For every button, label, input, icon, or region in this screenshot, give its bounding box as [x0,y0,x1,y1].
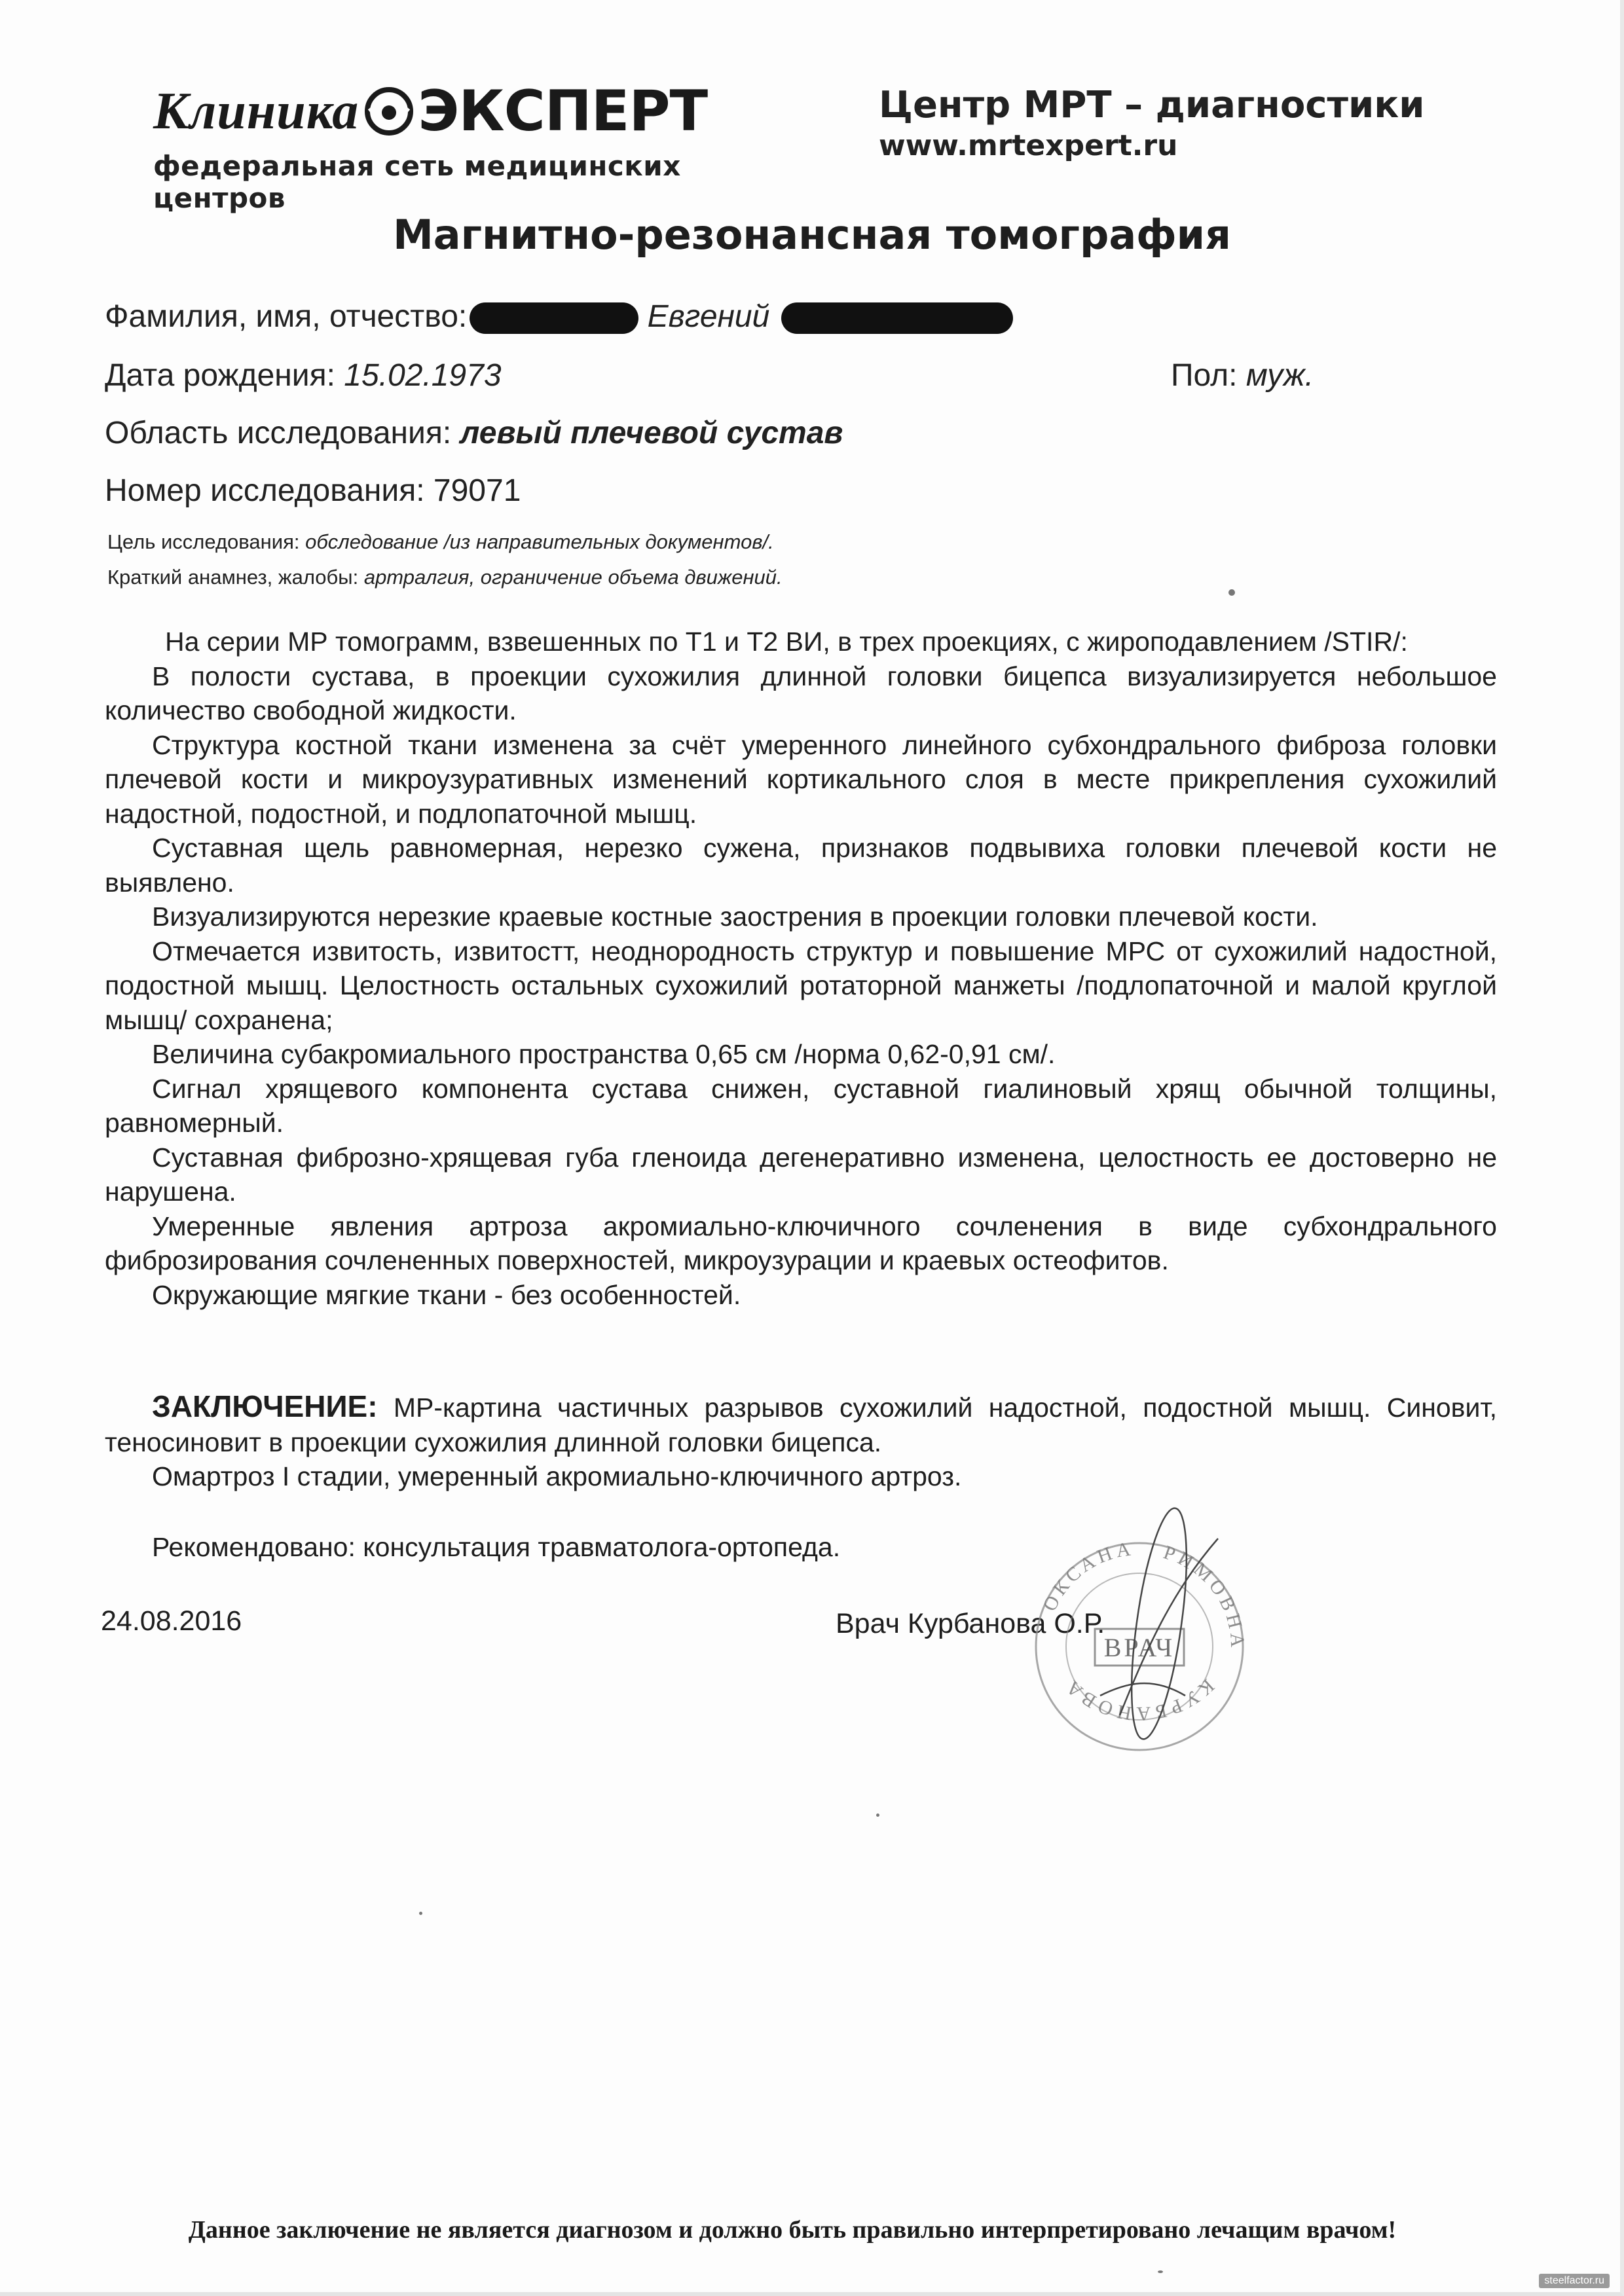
report-date: 24.08.2016 [101,1605,242,1637]
clinic-logo [153,75,743,214]
study-number-label: Номер исследования: [105,473,425,508]
patient-name-field [105,299,1013,335]
center-url: www.mrtexpert.ru [879,129,1178,162]
report-paragraph: Суставная щель равномерная, нерезко сужена, признаков подвывиха головки плечевой кости не выявлено. [105,833,1497,898]
site-watermark: steelfactor.ru [1539,2274,1610,2288]
anamnesis-field [107,566,783,589]
patient-first-name: Евгений [647,299,770,334]
anamnesis-label: Краткий анамнез, жалобы: [107,566,359,589]
conclusion-label: ЗАКЛЮЧЕНИЕ: [152,1389,378,1423]
report-paragraph: Сигнал хрящевого компонента сустава снижен, суставной гиалиновый хрящ обычной толщины, равномерный. [105,1073,1497,1138]
purpose-label: Цель исследования: [107,530,300,553]
report-paragraph: Суставная фиброзно-хрящевая губа гленоида дегенеративно изменена, целостность ее достоверно не нарушена. [105,1142,1497,1207]
conclusion-paragraph-2: Омартроз I стадии, умеренный акромиально-ключичного артроз. [152,1461,962,1491]
conclusion-text: МР-картина частичных разрывов сухожилий надостной, подостной мышц. Синовит, теносиновит в проекции сухожилия длинной головки бицепса. [105,1393,1497,1457]
stamp-center-text: ВРАЧ [1103,1633,1175,1662]
report-paragraph: Окружающие мягкие ткани - без особенностей. [152,1279,741,1310]
report-paragraph: Отмечается извитость, извитостт, неоднородность структур и повышение МРС от сухожилий надостной, подостной мышц. Целостность остальных сухожилий ротаторной манжеты /подлопаточной и малой круглой мышц/ сохранена; [105,936,1497,1035]
center-info [879,84,1424,162]
svg-text:КУРБАНОВА [1059,1673,1218,1724]
patient-name-label: Фамилия, имя, отчество: [105,299,468,334]
disclaimer-footer: Данное заключение не является диагнозом и должно быть правильно интерпретировано лечащим врачом! [188,2216,1397,2244]
scan-speck [876,1813,879,1817]
center-name: Центр МРТ – диагностики [879,84,1425,126]
report-paragraph: Величина субакромиального пространства 0,65 см /норма 0,62-0,91 см/. [152,1039,1056,1069]
anamnesis-value: артралгия, ограничение объема движений. [363,566,783,589]
stamp-top-text: ОКСАНА [1039,1537,1136,1615]
conclusion-block [105,1389,1497,1494]
stamp-left-text: КУРБАНОВА [1059,1673,1219,1725]
sex-label: Пол: [1171,358,1238,393]
redacted-patronymic [781,302,1013,334]
report-paragraph: Умеренные явления артроза акромиально-ключичного сочленения в виде субхондрального фиброзирования сочлененных поверхностей, микроузурации и краевых остеофитов. [105,1211,1497,1275]
document-title: Магнитно-резонансная томография [393,211,1231,259]
report-paragraph: Структура костной ткани изменена за счёт умеренного линейного субхондрального фиброза головки плечевой кости и микроузуративных изменений кортикального слоя в месте прикрепления сухожилий надостной, подостной, и подлопаточной мышц. [105,729,1497,829]
logo-subtitle: федеральная сеть медицинских центров [153,150,681,214]
sex-field [1171,357,1314,393]
doctor-stamp-icon [1022,1499,1257,1774]
scan-speck [419,1912,422,1915]
dob-field [105,357,502,393]
scan-speck [1228,589,1235,596]
purpose-field [107,530,774,554]
study-area-field [105,415,843,451]
report-paragraph: На серии МР томограмм, взвешенных по Т1 и Т2 ВИ, в трех проекциях, с жироподавлением /STIR/: [165,627,1408,657]
report-paragraph: В полости сустава, в проекции сухожилия длинной головки бицепса визуализируется небольшое количество свободной жидкости. [105,661,1497,725]
report-paragraph: Визуализируются нерезкие краевые костные заострения в проекции головки плечевой кости. [152,902,1318,932]
doctor-name: Врач Курбанова О.Р. [836,1608,1105,1639]
scan-speck [1158,2270,1163,2273]
study-area-label: Область исследования: [105,416,452,450]
sex-value: муж. [1246,358,1314,393]
stamp-right-text: РИМОВНА [1160,1541,1249,1652]
conclusion-paragraph [105,1389,1497,1459]
recommendation: Рекомендовано: консультация травматолога-ортопеда. [152,1532,841,1562]
dob-label: Дата рождения: [105,358,335,393]
logo-word-expert: ЭКСПЕРТ [418,79,708,144]
study-number-field [105,473,521,509]
purpose-value: обследование /из направительных документов/. [305,530,774,553]
eye-logo-icon [364,86,414,136]
study-number-value: 79071 [433,473,521,508]
svg-text:ОКСАНА [1039,1538,1135,1615]
redacted-surname [470,302,638,334]
dob-value: 15.02.1973 [344,358,502,393]
report-body [105,625,1497,1312]
study-area-value: левый плечевой сустав [460,416,843,450]
logo-word-clinic: Клиника [153,82,360,140]
